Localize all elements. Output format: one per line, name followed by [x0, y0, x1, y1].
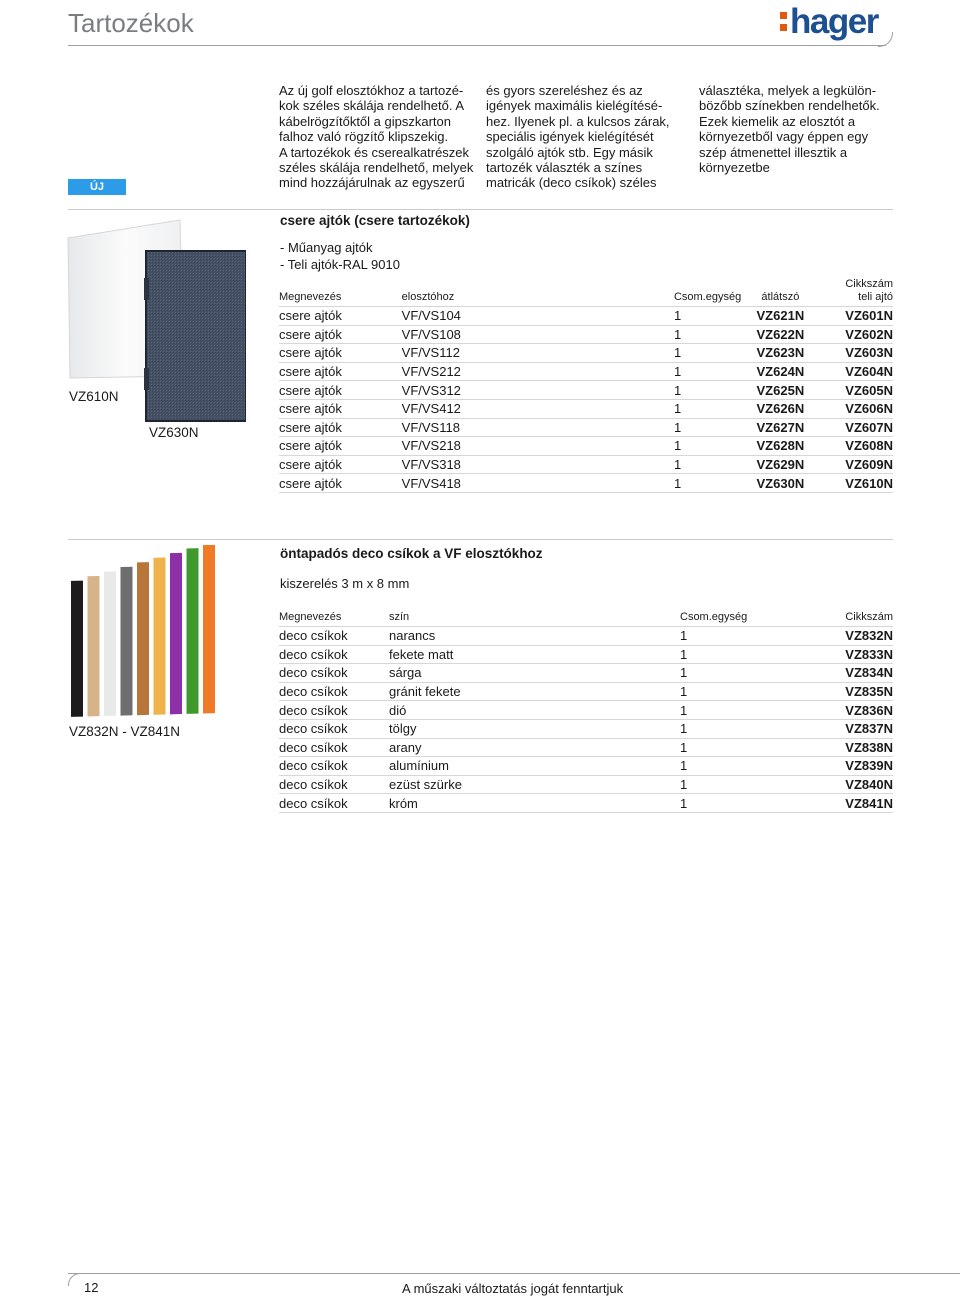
- cell-transparent: VZ629N: [741, 455, 819, 474]
- cell-solid: VZ602N: [820, 325, 893, 344]
- cell-color: tölgy: [389, 719, 680, 738]
- cell-unit: 1: [674, 418, 741, 437]
- cell-for: VF/VS212: [402, 362, 674, 381]
- cell-unit: 1: [680, 664, 760, 683]
- table-row: [279, 307, 893, 326]
- strips-packing: kiszerelés 3 m x 8 mm: [280, 576, 410, 591]
- intro-column-3: választéka, melyek a legkülön- bözőbb színekben rendelhetők. Ezek kiemelik az elosztót a környezetből vagy éppen egy szép átmenettel illesztik a környezetbe: [699, 83, 880, 176]
- doors-note: - Teli ajtók-RAL 9010: [280, 257, 400, 272]
- cell-unit: 1: [674, 325, 741, 344]
- col-header-code: Cikkszám: [845, 278, 893, 290]
- table-row: [279, 682, 893, 701]
- strips-section-title: öntapadós deco csíkok a VF elosztókhoz: [280, 546, 543, 561]
- cell-code: VZ836N: [760, 701, 893, 720]
- cell-color: fekete matt: [389, 645, 680, 664]
- cell-name: csere ajtók: [279, 399, 402, 418]
- cell-unit: 1: [680, 794, 760, 813]
- col-header-name: Megnevezés: [279, 278, 402, 307]
- cell-code: VZ840N: [760, 775, 893, 794]
- cell-color: narancs: [389, 627, 680, 646]
- cell-color: arany: [389, 738, 680, 757]
- cell-code: VZ839N: [760, 757, 893, 776]
- table-row: [279, 645, 893, 664]
- cell-solid: VZ607N: [820, 418, 893, 437]
- cell-transparent: VZ630N: [741, 474, 819, 493]
- deco-strip: [121, 567, 133, 716]
- cell-color: alumínium: [389, 757, 680, 776]
- deco-strip: [137, 562, 149, 715]
- table-row: [279, 719, 893, 738]
- cell-color: ezüst szürke: [389, 775, 680, 794]
- cell-transparent: VZ627N: [741, 418, 819, 437]
- cell-for: VF/VS412: [402, 399, 674, 418]
- cell-unit: 1: [680, 757, 760, 776]
- section-rule-doors: [68, 209, 893, 210]
- cell-name: deco csíkok: [279, 682, 389, 701]
- cell-for: VF/VS118: [402, 418, 674, 437]
- cell-unit: 1: [680, 645, 760, 664]
- cell-unit: 1: [674, 437, 741, 456]
- deco-strip: [71, 581, 83, 717]
- table-row: [279, 362, 893, 381]
- page-title: Tartozékok: [68, 8, 194, 38]
- col-header-name: Megnevezés: [279, 611, 389, 627]
- cell-unit: 1: [674, 455, 741, 474]
- cell-solid: VZ610N: [820, 474, 893, 493]
- cell-unit: 1: [674, 399, 741, 418]
- cell-unit: 1: [680, 627, 760, 646]
- doors-section-title: csere ajtók (csere tartozékok): [280, 213, 470, 228]
- cell-unit: 1: [680, 701, 760, 720]
- cell-code: VZ837N: [760, 719, 893, 738]
- cell-name: deco csíkok: [279, 664, 389, 683]
- cell-transparent: VZ625N: [741, 381, 819, 400]
- cell-code: VZ835N: [760, 682, 893, 701]
- deco-strip: [104, 571, 116, 716]
- hager-logo: [780, 4, 878, 39]
- image-label-smoked-door: VZ630N: [149, 425, 199, 440]
- table-row: [279, 474, 893, 493]
- cell-name: deco csíkok: [279, 719, 389, 738]
- cell-name: csere ajtók: [279, 437, 402, 456]
- intro-column-2: és gyors szereléshez és az igények maximális kielégítésé- hez. Ilyenek pl. a kulcsos zárak, speciális igények kielégítését szolgáló ajtók stb. Egy másik tartozék választék a színes matricák (deco csíkok) széles: [486, 83, 670, 191]
- cell-unit: 1: [680, 738, 760, 757]
- cell-unit: 1: [674, 381, 741, 400]
- cell-name: deco csíkok: [279, 645, 389, 664]
- table-row: [279, 738, 893, 757]
- cell-name: csere ajtók: [279, 455, 402, 474]
- cell-code: VZ838N: [760, 738, 893, 757]
- table-row: [279, 399, 893, 418]
- cell-for: VF/VS218: [402, 437, 674, 456]
- cell-code: VZ841N: [760, 794, 893, 813]
- cell-for: VF/VS312: [402, 381, 674, 400]
- cell-solid: VZ603N: [820, 344, 893, 363]
- cell-for: VF/VS418: [402, 474, 674, 493]
- cell-name: csere ajtók: [279, 362, 402, 381]
- cell-code: VZ834N: [760, 664, 893, 683]
- doors-table: [279, 278, 893, 493]
- cell-name: deco csíkok: [279, 757, 389, 776]
- cell-transparent: VZ626N: [741, 399, 819, 418]
- cell-transparent: VZ624N: [741, 362, 819, 381]
- header-rule-curve: [878, 32, 893, 47]
- deco-strip: [154, 557, 166, 714]
- cell-unit: 1: [680, 719, 760, 738]
- table-row: [279, 325, 893, 344]
- col-header-solid-label: teli ajtó: [858, 291, 893, 303]
- cell-color: dió: [389, 701, 680, 720]
- cell-code: VZ832N: [760, 627, 893, 646]
- cell-for: VF/VS318: [402, 455, 674, 474]
- page-number: 12: [84, 1280, 99, 1295]
- doors-table-header: [279, 278, 893, 307]
- deco-strip: [203, 545, 215, 713]
- table-row: [279, 627, 893, 646]
- image-label-white-door: VZ610N: [69, 389, 119, 404]
- footer-note: A műszaki változtatás jogát fenntartjuk: [402, 1281, 624, 1296]
- cell-unit: 1: [680, 682, 760, 701]
- intro-column-1: Az új golf elosztókhoz a tartozé- kok széles skálája rendelhető. A kábelrögzítőktől a gipszkarton falhoz való rögzítő klipszekig. A tartozékok és cserealkatrészek széles skálája rendelhető, melyek mind hozzájárulnak az egyszerű: [279, 83, 474, 191]
- cell-name: csere ajtók: [279, 418, 402, 437]
- deco-strips-image: [68, 545, 228, 725]
- cell-transparent: VZ623N: [741, 344, 819, 363]
- doors-note: - Műanyag ajtók: [280, 240, 373, 255]
- cell-name: csere ajtók: [279, 381, 402, 400]
- cell-name: csere ajtók: [279, 344, 402, 363]
- cell-unit: 1: [674, 474, 741, 493]
- cell-unit: 1: [674, 362, 741, 381]
- strips-table-header: [279, 611, 893, 627]
- cell-unit: 1: [680, 775, 760, 794]
- deco-strip: [170, 553, 182, 715]
- new-badge: ÚJ: [68, 179, 126, 195]
- col-header-unit: Csom.egység: [680, 611, 760, 627]
- doors-notes: [280, 239, 400, 273]
- cell-name: deco csíkok: [279, 738, 389, 757]
- header-rule: [68, 45, 886, 46]
- table-row: [279, 381, 893, 400]
- cell-transparent: VZ621N: [741, 307, 819, 326]
- table-row: [279, 701, 893, 720]
- section-rule-strips: [68, 539, 893, 540]
- cell-name: csere ajtók: [279, 307, 402, 326]
- col-header-code: Cikkszám: [760, 611, 893, 627]
- table-row: [279, 775, 893, 794]
- col-header-unit: Csom.egység: [674, 278, 741, 307]
- table-row: [279, 455, 893, 474]
- cell-for: VF/VS112: [402, 344, 674, 363]
- cell-name: csere ajtók: [279, 474, 402, 493]
- col-header-transparent: átlátszó: [741, 278, 819, 307]
- cell-transparent: VZ622N: [741, 325, 819, 344]
- cell-for: VF/VS108: [402, 325, 674, 344]
- strips-table: [279, 611, 893, 813]
- table-row: [279, 344, 893, 363]
- col-header-solid: [820, 278, 893, 307]
- table-row: [279, 757, 893, 776]
- cell-transparent: VZ628N: [741, 437, 819, 456]
- cell-solid: VZ604N: [820, 362, 893, 381]
- table-row: [279, 794, 893, 813]
- cell-unit: 1: [674, 344, 741, 363]
- table-row: [279, 664, 893, 683]
- cell-name: deco csíkok: [279, 701, 389, 720]
- footer-rule: [68, 1273, 960, 1274]
- cell-code: VZ833N: [760, 645, 893, 664]
- footer-rule-curve: [68, 1273, 81, 1286]
- cell-solid: VZ608N: [820, 437, 893, 456]
- cell-color: sárga: [389, 664, 680, 683]
- deco-strip: [187, 548, 199, 714]
- image-label-strips: VZ832N - VZ841N: [69, 724, 181, 739]
- logo-dots-icon: [780, 12, 787, 31]
- cell-solid: VZ601N: [820, 307, 893, 326]
- cell-solid: VZ609N: [820, 455, 893, 474]
- cell-name: deco csíkok: [279, 627, 389, 646]
- deco-strip: [88, 576, 100, 717]
- table-row: [279, 437, 893, 456]
- col-header-color: szín: [389, 611, 680, 627]
- cell-name: deco csíkok: [279, 775, 389, 794]
- cell-for: VF/VS104: [402, 307, 674, 326]
- col-header-for: elosztóhoz: [402, 278, 674, 307]
- smoked-door-image: [144, 251, 246, 421]
- cell-color: króm: [389, 794, 680, 813]
- table-row: [279, 418, 893, 437]
- cell-name: csere ajtók: [279, 325, 402, 344]
- logo-word: hager: [790, 2, 878, 41]
- cell-unit: 1: [674, 307, 741, 326]
- cell-solid: VZ605N: [820, 381, 893, 400]
- cell-color: gránit fekete: [389, 682, 680, 701]
- cell-name: deco csíkok: [279, 794, 389, 813]
- cell-solid: VZ606N: [820, 399, 893, 418]
